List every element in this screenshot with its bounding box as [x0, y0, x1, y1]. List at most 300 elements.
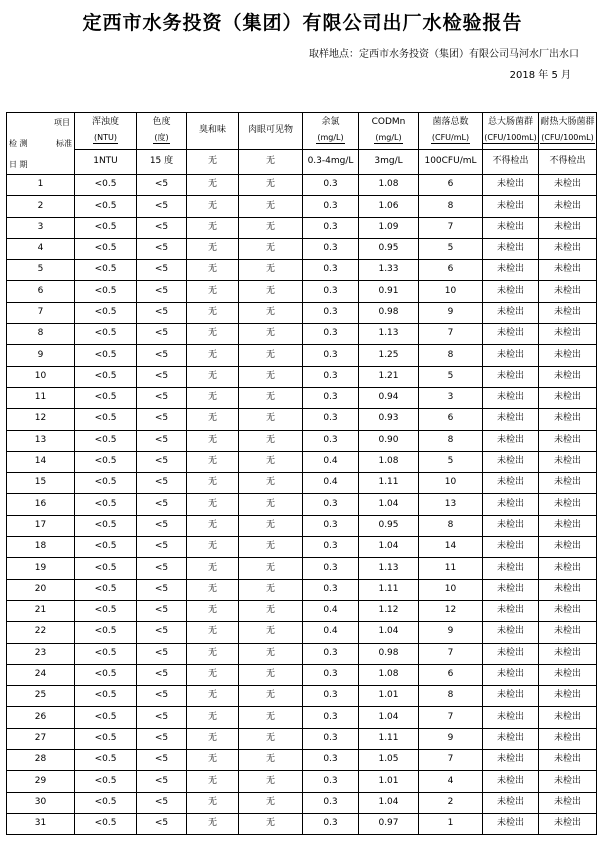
corner-header-cell — [7, 113, 75, 175]
value-cell: 无 — [187, 771, 239, 792]
value-cell: <5 — [137, 813, 187, 834]
value-cell: 未检出 — [539, 728, 597, 749]
value-cell: 0.3 — [303, 324, 359, 345]
value-cell: 未检出 — [483, 813, 539, 834]
table-row — [7, 494, 597, 515]
value-cell: 未检出 — [539, 281, 597, 302]
value-cell: <0.5 — [75, 260, 137, 281]
value-cell: 未检出 — [483, 771, 539, 792]
value-cell: 无 — [239, 707, 303, 728]
column-unit: (CFU/100mL) — [541, 133, 594, 142]
value-cell: 未检出 — [539, 451, 597, 472]
column-header-4 — [303, 113, 359, 150]
column-header-5 — [359, 113, 419, 150]
value-cell: 无 — [187, 643, 239, 664]
value-cell: 无 — [187, 686, 239, 707]
value-cell: 未检出 — [483, 387, 539, 408]
value-cell: 无 — [187, 345, 239, 366]
value-cell: 3 — [419, 387, 483, 408]
value-cell: 9 — [419, 302, 483, 323]
table-row — [7, 664, 597, 685]
table-row — [7, 238, 597, 259]
table-row — [7, 260, 597, 281]
value-cell: 无 — [239, 537, 303, 558]
value-cell: 未检出 — [539, 409, 597, 430]
value-cell: 1.25 — [359, 345, 419, 366]
column-unit: (度) — [154, 133, 169, 142]
value-cell: 无 — [187, 302, 239, 323]
column-standard-8: 不得检出 — [539, 150, 597, 175]
value-cell: 0.3 — [303, 707, 359, 728]
report-date: 2018 年 5 月 — [509, 70, 571, 81]
value-cell: <0.5 — [75, 430, 137, 451]
value-cell: 未检出 — [483, 196, 539, 217]
value-cell: 无 — [187, 196, 239, 217]
value-cell: 0.4 — [303, 473, 359, 494]
value-cell: 无 — [239, 430, 303, 451]
day-cell: 14 — [7, 451, 75, 472]
value-cell: 11 — [419, 558, 483, 579]
day-cell: 28 — [7, 750, 75, 771]
value-cell: 0.90 — [359, 430, 419, 451]
day-cell: 9 — [7, 345, 75, 366]
table-row — [7, 345, 597, 366]
value-cell: 未检出 — [483, 494, 539, 515]
value-cell: 未检出 — [539, 707, 597, 728]
value-cell: 1.04 — [359, 792, 419, 813]
day-cell: 24 — [7, 664, 75, 685]
value-cell: 无 — [239, 558, 303, 579]
column-header-2 — [187, 113, 239, 150]
value-cell: 未检出 — [483, 750, 539, 771]
value-cell: <0.5 — [75, 409, 137, 430]
value-cell: 0.3 — [303, 430, 359, 451]
day-cell: 31 — [7, 813, 75, 834]
value-cell: 无 — [239, 515, 303, 536]
value-cell: 未检出 — [483, 643, 539, 664]
value-cell: 5 — [419, 238, 483, 259]
value-cell: 0.98 — [359, 643, 419, 664]
value-cell: 无 — [239, 750, 303, 771]
value-cell: <0.5 — [75, 558, 137, 579]
value-cell: 0.3 — [303, 686, 359, 707]
value-cell: <0.5 — [75, 686, 137, 707]
value-cell: 1 — [419, 813, 483, 834]
value-cell: 1.12 — [359, 600, 419, 621]
corner-item-label: 项目 — [54, 118, 70, 127]
value-cell: 未检出 — [483, 366, 539, 387]
value-cell: 0.97 — [359, 813, 419, 834]
value-cell: <0.5 — [75, 345, 137, 366]
value-cell: <0.5 — [75, 494, 137, 515]
value-cell: 无 — [239, 664, 303, 685]
table-row — [7, 707, 597, 728]
value-cell: 1.11 — [359, 579, 419, 600]
column-name: 肉眼可见物 — [247, 125, 293, 136]
sampling-location: 取样地点：定西市水务投资（集团）有限公司马河水厂出水口 — [309, 49, 579, 60]
column-name: 余氯 — [321, 117, 340, 128]
value-cell: 无 — [187, 728, 239, 749]
value-cell: 1.09 — [359, 217, 419, 238]
value-cell: 14 — [419, 537, 483, 558]
value-cell: 无 — [187, 622, 239, 643]
value-cell: 未检出 — [483, 728, 539, 749]
value-cell: 1.04 — [359, 537, 419, 558]
value-cell: <0.5 — [75, 771, 137, 792]
value-cell: <5 — [137, 707, 187, 728]
value-cell: 0.94 — [359, 387, 419, 408]
column-standard-6: 100CFU/mL — [419, 150, 483, 175]
value-cell: 未检出 — [539, 238, 597, 259]
value-cell: 无 — [187, 366, 239, 387]
value-cell: 0.3 — [303, 494, 359, 515]
value-cell: 无 — [239, 451, 303, 472]
table-row — [7, 196, 597, 217]
day-cell: 19 — [7, 558, 75, 579]
column-standard-7: 不得检出 — [483, 150, 539, 175]
value-cell: 0.3 — [303, 579, 359, 600]
value-cell: 未检出 — [483, 686, 539, 707]
day-cell: 20 — [7, 579, 75, 600]
value-cell: <5 — [137, 643, 187, 664]
value-cell: 未检出 — [539, 686, 597, 707]
day-cell: 7 — [7, 302, 75, 323]
corner-standard-label: 标准 — [56, 139, 72, 148]
value-cell: 未检出 — [539, 792, 597, 813]
value-cell: 1.33 — [359, 260, 419, 281]
value-cell: 无 — [239, 813, 303, 834]
value-cell: 1.04 — [359, 494, 419, 515]
value-cell: <0.5 — [75, 813, 137, 834]
value-cell: 无 — [239, 792, 303, 813]
value-cell: 无 — [239, 217, 303, 238]
value-cell: 无 — [239, 643, 303, 664]
value-cell: 1.08 — [359, 664, 419, 685]
value-cell: 1.04 — [359, 707, 419, 728]
value-cell: <0.5 — [75, 664, 137, 685]
day-cell: 26 — [7, 707, 75, 728]
value-cell: 1.05 — [359, 750, 419, 771]
value-cell: <0.5 — [75, 175, 137, 196]
day-cell: 10 — [7, 366, 75, 387]
value-cell: 未检出 — [539, 260, 597, 281]
value-cell: 未检出 — [539, 387, 597, 408]
value-cell: 未检出 — [483, 600, 539, 621]
value-cell: <0.5 — [75, 324, 137, 345]
value-cell: 6 — [419, 664, 483, 685]
value-cell: <5 — [137, 600, 187, 621]
value-cell: 0.93 — [359, 409, 419, 430]
day-cell: 17 — [7, 515, 75, 536]
day-cell: 4 — [7, 238, 75, 259]
value-cell: 1.21 — [359, 366, 419, 387]
value-cell: 未检出 — [539, 579, 597, 600]
value-cell: 未检出 — [483, 302, 539, 323]
column-name: 菌落总数 — [432, 117, 469, 128]
value-cell: <5 — [137, 430, 187, 451]
value-cell: 0.3 — [303, 792, 359, 813]
column-name: 浑浊度 — [91, 117, 119, 128]
day-cell: 27 — [7, 728, 75, 749]
value-cell: 无 — [187, 792, 239, 813]
day-cell: 8 — [7, 324, 75, 345]
column-unit: (CFU/mL) — [431, 133, 470, 142]
value-cell: 未检出 — [483, 345, 539, 366]
value-cell: 0.3 — [303, 409, 359, 430]
value-cell: 无 — [239, 686, 303, 707]
value-cell: 未检出 — [483, 558, 539, 579]
value-cell: 0.3 — [303, 515, 359, 536]
value-cell: 9 — [419, 728, 483, 749]
value-cell: 5 — [419, 366, 483, 387]
value-cell: <5 — [137, 217, 187, 238]
value-cell: 0.3 — [303, 281, 359, 302]
value-cell: 未检出 — [483, 238, 539, 259]
value-cell: <0.5 — [75, 366, 137, 387]
value-cell: 0.95 — [359, 238, 419, 259]
value-cell: 6 — [419, 260, 483, 281]
value-cell: 无 — [239, 345, 303, 366]
day-cell: 15 — [7, 473, 75, 494]
value-cell: <5 — [137, 281, 187, 302]
value-cell: 0.3 — [303, 537, 359, 558]
value-cell: 2 — [419, 792, 483, 813]
value-cell: <5 — [137, 664, 187, 685]
column-unit: (mg/L) — [317, 133, 344, 142]
value-cell: <0.5 — [75, 515, 137, 536]
value-cell: 未检出 — [483, 792, 539, 813]
value-cell: 未检出 — [483, 707, 539, 728]
value-cell: 未检出 — [483, 217, 539, 238]
page-title: 定西市水务投资（集团）有限公司出厂水检验报告 — [82, 12, 523, 34]
value-cell: 无 — [187, 324, 239, 345]
value-cell: 8 — [419, 686, 483, 707]
value-cell: 未检出 — [539, 664, 597, 685]
value-cell: 未检出 — [539, 515, 597, 536]
value-cell: 无 — [239, 473, 303, 494]
value-cell: <5 — [137, 324, 187, 345]
value-cell: <0.5 — [75, 281, 137, 302]
value-cell: 1.13 — [359, 558, 419, 579]
value-cell: <5 — [137, 175, 187, 196]
value-cell: 12 — [419, 600, 483, 621]
value-cell: <0.5 — [75, 600, 137, 621]
column-unit: (NTU) — [94, 133, 117, 142]
column-name: 总大肠菌群 — [487, 117, 533, 128]
value-cell: <0.5 — [75, 622, 137, 643]
day-cell: 18 — [7, 537, 75, 558]
value-cell: 0.3 — [303, 196, 359, 217]
value-cell: 未检出 — [483, 664, 539, 685]
value-cell: 0.91 — [359, 281, 419, 302]
column-header-3 — [239, 113, 303, 150]
day-cell: 22 — [7, 622, 75, 643]
value-cell: 未检出 — [539, 430, 597, 451]
value-cell: <5 — [137, 387, 187, 408]
column-header-8 — [539, 113, 597, 150]
value-cell: <5 — [137, 451, 187, 472]
value-cell: 未检出 — [539, 473, 597, 494]
day-cell: 16 — [7, 494, 75, 515]
value-cell: 无 — [187, 281, 239, 302]
value-cell: 未检出 — [539, 750, 597, 771]
value-cell: 无 — [187, 217, 239, 238]
column-header-0 — [75, 113, 137, 150]
value-cell: 6 — [419, 409, 483, 430]
column-name: 耐热大肠菌群 — [540, 117, 595, 128]
table-row — [7, 771, 597, 792]
value-cell: 10 — [419, 579, 483, 600]
table-row — [7, 387, 597, 408]
value-cell: 未检出 — [483, 451, 539, 472]
value-cell: 无 — [187, 473, 239, 494]
column-header-6 — [419, 113, 483, 150]
day-cell: 1 — [7, 175, 75, 196]
column-standard-3: 无 — [239, 150, 303, 175]
value-cell: <0.5 — [75, 750, 137, 771]
value-cell: 无 — [239, 600, 303, 621]
table-row — [7, 473, 597, 494]
value-cell: 无 — [187, 750, 239, 771]
day-cell: 29 — [7, 771, 75, 792]
value-cell: 0.3 — [303, 366, 359, 387]
value-cell: 无 — [187, 600, 239, 621]
table-row — [7, 750, 597, 771]
day-cell: 5 — [7, 260, 75, 281]
value-cell: 未检出 — [539, 771, 597, 792]
value-cell: 未检出 — [483, 281, 539, 302]
value-cell: 无 — [239, 238, 303, 259]
value-cell: 未检出 — [539, 622, 597, 643]
value-cell: <0.5 — [75, 387, 137, 408]
table-row — [7, 813, 597, 834]
value-cell: <0.5 — [75, 792, 137, 813]
value-cell: 9 — [419, 622, 483, 643]
value-cell: 未检出 — [539, 345, 597, 366]
value-cell: <0.5 — [75, 473, 137, 494]
value-cell: <0.5 — [75, 537, 137, 558]
value-cell: 无 — [187, 260, 239, 281]
day-cell: 3 — [7, 217, 75, 238]
value-cell: 7 — [419, 750, 483, 771]
value-cell: 无 — [187, 537, 239, 558]
day-cell: 11 — [7, 387, 75, 408]
column-standard-4: 0.3-4mg/L — [303, 150, 359, 175]
value-cell: 1.08 — [359, 175, 419, 196]
table-row — [7, 622, 597, 643]
value-cell: 未检出 — [483, 324, 539, 345]
day-cell: 30 — [7, 792, 75, 813]
value-cell: 1.04 — [359, 622, 419, 643]
value-cell: 4 — [419, 771, 483, 792]
value-cell: 10 — [419, 473, 483, 494]
value-cell: 7 — [419, 643, 483, 664]
value-cell: <0.5 — [75, 302, 137, 323]
header-row-standards — [7, 150, 597, 175]
value-cell: 0.3 — [303, 813, 359, 834]
value-cell: 1.01 — [359, 771, 419, 792]
value-cell: 无 — [239, 281, 303, 302]
value-cell: 无 — [187, 494, 239, 515]
day-cell: 23 — [7, 643, 75, 664]
value-cell: 未检出 — [483, 175, 539, 196]
value-cell: 未检出 — [539, 302, 597, 323]
table-row — [7, 175, 597, 196]
value-cell: <0.5 — [75, 643, 137, 664]
value-cell: 未检出 — [483, 430, 539, 451]
value-cell: 0.3 — [303, 664, 359, 685]
value-cell: 未检出 — [539, 813, 597, 834]
value-cell: <0.5 — [75, 196, 137, 217]
column-name: 臭和味 — [198, 125, 226, 136]
column-header-7 — [483, 113, 539, 150]
value-cell: 13 — [419, 494, 483, 515]
value-cell: 未检出 — [483, 537, 539, 558]
table-row — [7, 643, 597, 664]
value-cell: <0.5 — [75, 451, 137, 472]
value-cell: <5 — [137, 196, 187, 217]
value-cell: <5 — [137, 558, 187, 579]
value-cell: 未检出 — [539, 196, 597, 217]
value-cell: 无 — [239, 366, 303, 387]
value-cell: <5 — [137, 537, 187, 558]
value-cell: 未检出 — [539, 537, 597, 558]
value-cell: 未检出 — [483, 473, 539, 494]
day-cell: 25 — [7, 686, 75, 707]
value-cell: 无 — [239, 302, 303, 323]
value-cell: 未检出 — [483, 409, 539, 430]
value-cell: 8 — [419, 430, 483, 451]
value-cell: 8 — [419, 196, 483, 217]
value-cell: <5 — [137, 686, 187, 707]
value-cell: 未检出 — [483, 622, 539, 643]
value-cell: 无 — [187, 451, 239, 472]
value-cell: 1.11 — [359, 473, 419, 494]
value-cell: 无 — [239, 771, 303, 792]
value-cell: 0.4 — [303, 600, 359, 621]
inspection-table — [6, 112, 597, 835]
value-cell: 未检出 — [539, 558, 597, 579]
value-cell: 未检出 — [539, 494, 597, 515]
value-cell: 8 — [419, 345, 483, 366]
value-cell: 0.3 — [303, 387, 359, 408]
table-row — [7, 728, 597, 749]
value-cell: 无 — [187, 707, 239, 728]
value-cell: <5 — [137, 771, 187, 792]
table-row — [7, 217, 597, 238]
value-cell: 无 — [239, 579, 303, 600]
value-cell: 10 — [419, 281, 483, 302]
value-cell: <5 — [137, 238, 187, 259]
value-cell: 7 — [419, 324, 483, 345]
value-cell: 8 — [419, 515, 483, 536]
value-cell: <5 — [137, 515, 187, 536]
table-row — [7, 686, 597, 707]
value-cell: <0.5 — [75, 707, 137, 728]
value-cell: <0.5 — [75, 217, 137, 238]
value-cell: <5 — [137, 728, 187, 749]
corner-test-label: 检 测 — [9, 139, 28, 148]
value-cell: <5 — [137, 473, 187, 494]
value-cell: 无 — [187, 579, 239, 600]
column-standard-5: 3mg/L — [359, 150, 419, 175]
table-row — [7, 302, 597, 323]
value-cell: 未检出 — [539, 217, 597, 238]
column-standard-2: 无 — [187, 150, 239, 175]
value-cell: 未检出 — [483, 515, 539, 536]
value-cell: <5 — [137, 260, 187, 281]
day-cell: 2 — [7, 196, 75, 217]
